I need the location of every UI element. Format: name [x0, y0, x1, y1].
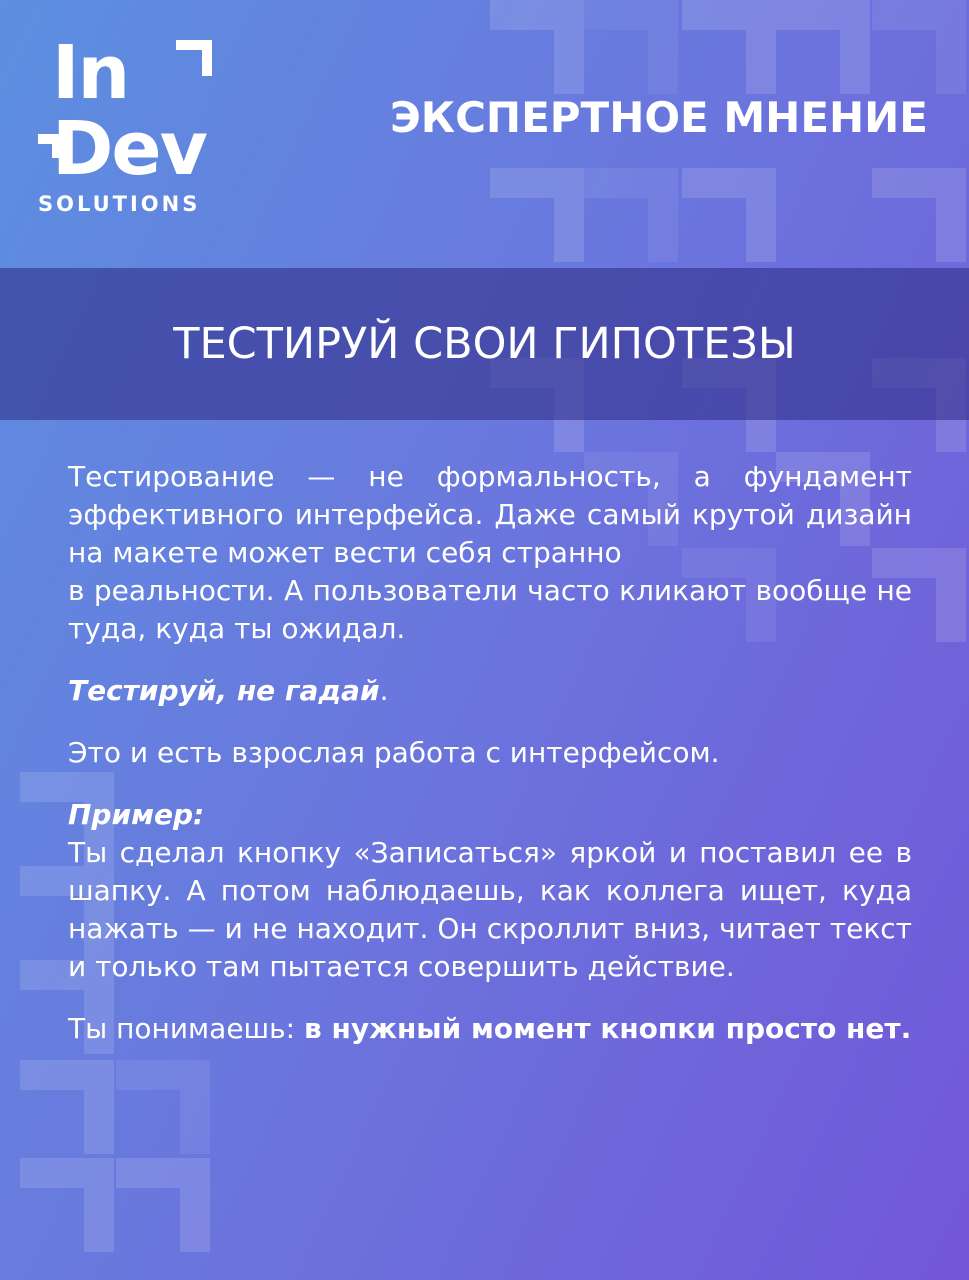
motto-tail: . — [379, 674, 389, 707]
example-heading: Пример: — [68, 798, 205, 831]
paragraph-intro-line1: Тестирование — не формальность, а фундамент эффективного интерфейса. Даже самый крутой дизайн на макете может вести себя странно — [68, 460, 912, 569]
paragraph-intro-line2: в реальности. А пользователи часто кликают вообще не туда, куда ты ожидал. — [68, 574, 912, 645]
paragraph-statement: Это и есть взрослая работа с интерфейсом. — [68, 736, 720, 769]
paragraph-intro — [68, 458, 912, 648]
logo-word-in: In — [52, 30, 129, 116]
paragraph-example: Ты сделал кнопку «Записаться» яркой и поставил ее в шапку. А потом наблюдаешь, как коллега ищет, куда нажать — и не находит. Он скроллит вниз, читает текст и только там пытается совершить действие. — [68, 836, 912, 983]
paragraph-conclusion — [68, 1010, 912, 1048]
header-title: ЭКСПЕРТНОЕ МНЕНИЕ — [389, 93, 928, 142]
indev-logo — [38, 30, 218, 218]
slide-title: ТЕСТИРУЙ СВОИ ГИПОТЕЗЫ — [173, 319, 796, 369]
logo-corner-mark-icon — [176, 40, 212, 76]
motto-bold: Тестируй, не гадай — [68, 674, 380, 707]
body-text — [68, 458, 912, 1048]
conclusion-lead: Ты понимаешь: — [68, 1012, 305, 1045]
conclusion-bold: в нужный момент кнопки просто нет. — [304, 1012, 912, 1045]
logo-word-solutions: SOLUTIONS — [38, 192, 201, 216]
paragraph-motto — [68, 672, 912, 710]
logo-word-dev: Dev — [52, 106, 206, 192]
